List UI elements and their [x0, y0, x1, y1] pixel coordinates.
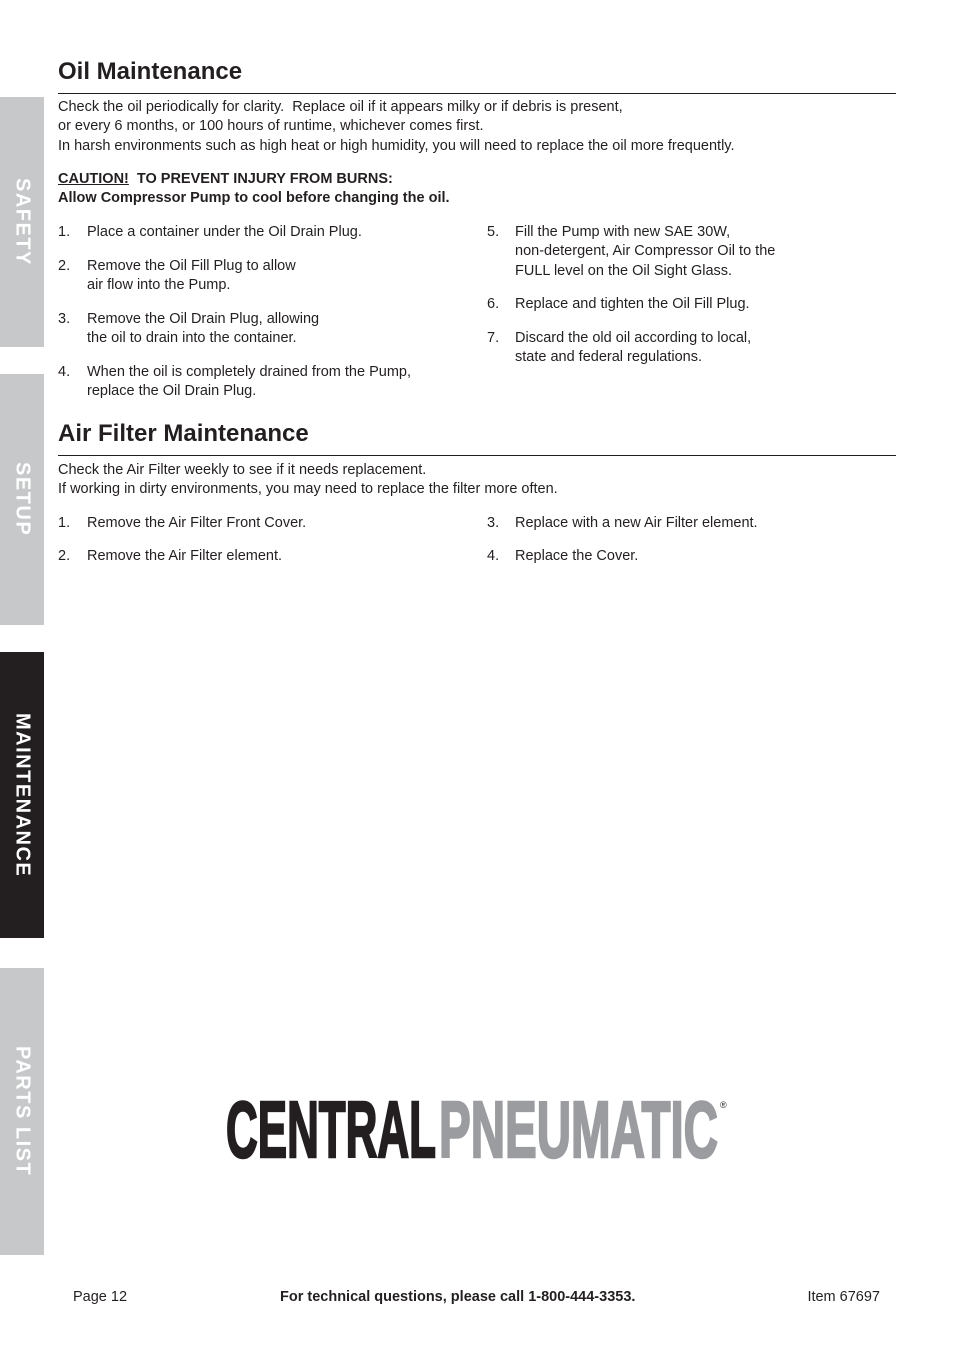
- oil-step: [58, 257, 296, 296]
- step-line: Replace the Cover.: [515, 547, 639, 564]
- caution-notice: [58, 170, 450, 209]
- step-text: [515, 223, 775, 282]
- step-line: Remove the Air Filter Front Cover.: [87, 514, 307, 531]
- tab-safety-label: SAFETY: [11, 178, 34, 266]
- caution-title: TO PREVENT INJURY FROM BURNS:: [136, 170, 393, 187]
- tab-setup-label: SETUP: [11, 462, 34, 537]
- step-line: FULL level on the Oil Sight Glass.: [515, 262, 733, 279]
- step-line: replace the Oil Drain Plug.: [87, 383, 257, 399]
- step-text: [87, 310, 319, 349]
- air-filter-step: [58, 514, 306, 534]
- air-filter-intro-line: Check the Air Filter weekly to see if it needs replacement.: [58, 461, 427, 478]
- tab-maintenance[interactable]: [0, 652, 44, 938]
- oil-intro: [58, 98, 735, 157]
- air-filter-maintenance-heading: Air Filter Maintenance: [58, 420, 309, 447]
- tab-parts-list-label: PARTS LIST: [11, 1046, 34, 1177]
- step-number: 4.: [58, 363, 71, 380]
- step-text: [87, 223, 362, 243]
- caution-label: CAUTION!: [58, 170, 129, 187]
- step-number: 3.: [58, 310, 71, 327]
- step-number: 1.: [58, 223, 71, 240]
- step-text: [515, 547, 638, 567]
- step-text: [87, 514, 306, 534]
- step-line: Replace and tighten the Oil Fill Plug.: [515, 295, 750, 312]
- air-filter-step: [58, 547, 282, 567]
- air-filter-step: [487, 514, 758, 534]
- step-text: [87, 257, 296, 296]
- oil-heading-rule: [58, 93, 896, 94]
- step-line: Discard the old oil according to local,: [515, 329, 752, 346]
- step-text: [515, 295, 750, 315]
- step-number: 7.: [487, 329, 500, 346]
- oil-step: [487, 295, 750, 315]
- oil-step: [487, 329, 751, 368]
- step-line: Replace with a new Air Filter element.: [515, 514, 758, 531]
- oil-intro-line: or every 6 months, or 100 hours of runtime, whichever comes first.: [58, 118, 484, 134]
- air-filter-heading-rule: [58, 455, 896, 456]
- step-text: [87, 547, 282, 567]
- tab-safety[interactable]: [0, 97, 44, 347]
- logo-pneumatic-text: PNEUMATIC: [439, 1090, 718, 1165]
- oil-intro-line: Check the oil periodically for clarity. Replace oil if it appears milky or if debris is present,: [58, 98, 623, 115]
- tab-parts-list[interactable]: [0, 968, 44, 1255]
- footer-contact: For technical questions, please call 1-800-444-3353.: [280, 1288, 636, 1305]
- step-number: 6.: [487, 295, 500, 312]
- oil-step: [487, 223, 775, 282]
- step-line: Remove the Oil Drain Plug, allowing: [87, 310, 320, 327]
- step-line: Place a container under the Oil Drain Plug.: [87, 223, 362, 240]
- step-number: 4.: [487, 547, 500, 564]
- step-text: [87, 363, 411, 402]
- step-line: Remove the Air Filter element.: [87, 547, 283, 564]
- oil-intro-line: In harsh environments such as high heat or high humidity, you will need to replace the oil more frequently.: [58, 137, 735, 154]
- oil-step: [58, 223, 362, 243]
- central-pneumatic-logo: [220, 1090, 730, 1165]
- tab-setup[interactable]: [0, 374, 44, 625]
- step-line: air flow into the Pump.: [87, 277, 231, 293]
- registered-mark: ®: [720, 1100, 727, 1110]
- air-filter-intro-line: If working in dirty environments, you may need to replace the filter more often.: [58, 481, 558, 497]
- step-number: 1.: [58, 514, 71, 531]
- step-number: 2.: [58, 257, 71, 274]
- step-text: [515, 329, 751, 368]
- step-number: 3.: [487, 514, 500, 531]
- step-number: 2.: [58, 547, 71, 564]
- air-filter-intro: [58, 461, 558, 500]
- air-filter-step: [487, 547, 638, 567]
- step-line: state and federal regulations.: [515, 349, 703, 365]
- step-line: Remove the Oil Fill Plug to allow: [87, 257, 296, 274]
- logo-central-text: CENTRAL: [226, 1090, 436, 1165]
- step-text: [515, 514, 758, 534]
- step-line: When the oil is completely drained from the Pump,: [87, 363, 411, 380]
- step-number: 5.: [487, 223, 500, 240]
- caution-heading-line: [58, 170, 450, 190]
- step-line: the oil to drain into the container.: [87, 330, 297, 346]
- oil-maintenance-heading: Oil Maintenance: [58, 58, 243, 85]
- oil-step: [58, 363, 411, 402]
- tab-maintenance-label: MAINTENANCE: [11, 712, 34, 878]
- footer-item-number: Item 67697: [807, 1288, 880, 1305]
- step-line: non-detergent, Air Compressor Oil to the: [515, 243, 776, 259]
- caution-text: Allow Compressor Pump to cool before changing the oil.: [58, 190, 450, 206]
- footer-page-number: Page 12: [73, 1288, 128, 1305]
- step-line: Fill the Pump with new SAE 30W,: [515, 223, 731, 240]
- oil-step: [58, 310, 319, 349]
